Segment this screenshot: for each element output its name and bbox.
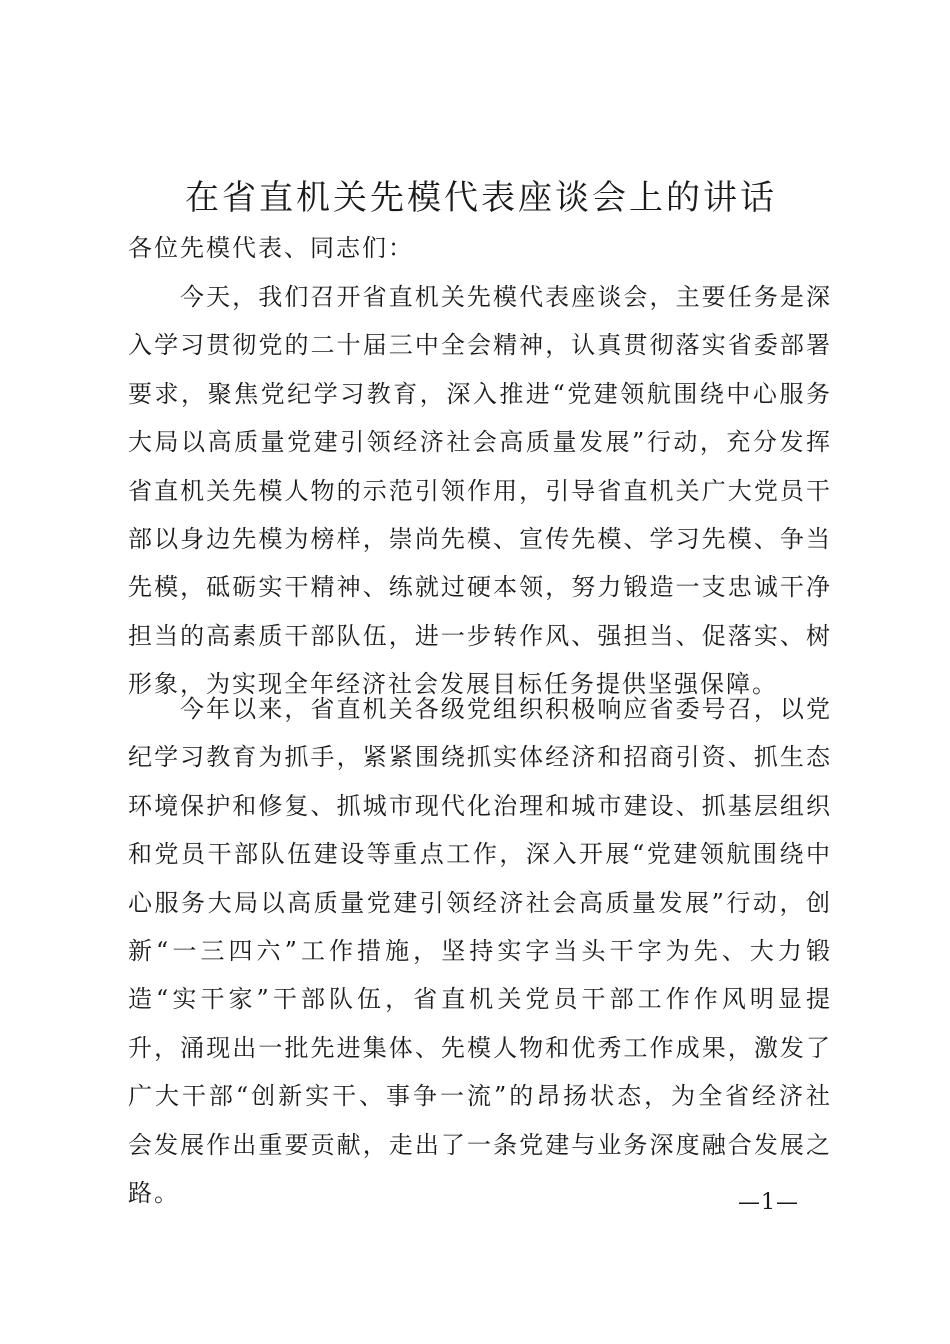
paragraph-1: 今天，我们召开省直机关先模代表座谈会，主要任务是深入学习贯彻党的二十届三中全会精神，认真贯彻落实省委部署要求，聚焦党纪学习教育，深入推进“党建领航围绕中心服务大局以高质量党建引领经济社会高质量发展”行动，充分发挥省直机关先模人物的示范引领作用，引导省直机关广大党员干部以身边先模为榜样，崇尚先模、宣传先模、学习先模、争当先模，砥砺实干精神、练就过硬本领，努力锻造一支忠诚干净担当的高素质干部队伍，进一步转作风、强担当、促落实、树形象，为实现全年经济社会发展目标任务提供坚强保障。 xyxy=(128,283,832,699)
page-number: —1— xyxy=(738,1190,799,1215)
document-title: 在省直机关先模代表座谈会上的讲话 xyxy=(185,178,777,218)
paragraph-2: 今年以来，省直机关各级党组织积极响应省委号召，以党纪学习教育为抓手，紧紧围绕抓实体经济和招商引资、抓生态环境保护和修复、抓城市现代化治理和城市建设、抓基层组织和党员干部队伍建设等重点工作，深入开展“党建领航围绕中心服务大局以高质量党建引领经济社会高质量发展”行动，创新“一三四六”工作措施，坚持实字当头干字为先、大力锻造“实干家”干部队伍，省直机关党员干部工作作风明显提升，涌现出一批先进集体、先模人物和优秀工作成果，激发了广大干部“创新实干、事争一流”的昂扬状态，为全省经济社会发展作出重要贡献，走出了一条党建与业务深度融合发展之路。 xyxy=(128,695,832,1208)
salutation: 各位先模代表、同志们： xyxy=(128,234,414,262)
